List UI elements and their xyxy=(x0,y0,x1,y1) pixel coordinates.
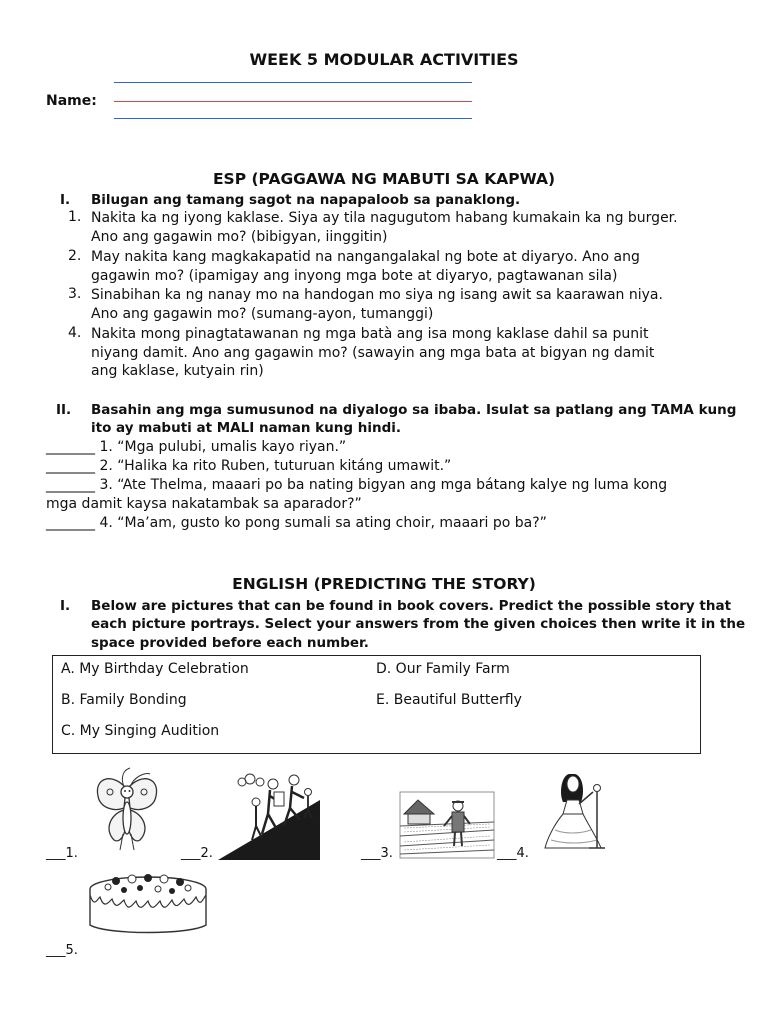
singer-girl-picture xyxy=(545,770,617,850)
dialogue-3-line1: _______ 3. “Ate Thelma, maaari po ba nating bigyan ang mga bátang kalye ng luma kong xyxy=(46,477,668,493)
esp-item-1-line1: Nakita ka ng iyong kaklase. Siya ay tila nagugutom habang kumakain ka ng burger. xyxy=(91,210,678,226)
esp-item-3-number: 3. xyxy=(68,286,82,302)
esp-item-2-line2: gagawin mo? (ipamigay ang inyong mga bote at diyaryo, pagtawanan sila) xyxy=(91,268,618,284)
butterfly-picture xyxy=(90,768,162,852)
name-line-bottom xyxy=(114,118,472,119)
family-hiking-picture xyxy=(218,770,320,860)
esp-part1-roman: I. xyxy=(60,192,71,208)
dialogue-2: _______ 2. “Halika ka rito Ruben, tuturuan kitáng umawit.” xyxy=(46,458,452,474)
english-instruction-line1: Below are pictures that can be found in book covers. Predict the possible story that xyxy=(91,598,732,614)
esp-part2-roman: II. xyxy=(56,402,72,418)
esp-item-1-line2: Ano ang gagawin mo? (bibigyan, iinggitin) xyxy=(91,229,388,245)
blank-2: ___2. xyxy=(181,846,213,861)
choice-e: E. Beautiful Butterfly xyxy=(376,692,522,708)
esp-item-2-line1: May nakita kang magkakapatid na nangangalakal ng bote at diyaryo. Ano ang xyxy=(91,249,640,265)
esp-part2-instruction-line1: Basahin ang mga sumusunod na diyalogo sa ibaba. Isulat sa patlang ang TAMA kung xyxy=(91,402,737,418)
farmer-in-field-picture xyxy=(400,792,494,858)
esp-section-title: ESP (PAGGAWA NG MABUTI SA KAPWA) xyxy=(212,170,556,188)
dialogue-4: _______ 4. “Ma’am, gusto ko pong sumali sa ating choir, maaari po ba?” xyxy=(46,515,547,531)
choice-c: C. My Singing Audition xyxy=(61,723,220,739)
birthday-cake-picture xyxy=(86,873,210,937)
choice-b: B. Family Bonding xyxy=(61,692,187,708)
esp-item-4-line3: ang kaklase, kutyain rin) xyxy=(91,363,264,379)
esp-item-1-number: 1. xyxy=(68,209,82,225)
blank-1: ___1. xyxy=(46,846,78,861)
esp-part2-instruction-line2: ito ay mabuti at MALI naman kung hindi. xyxy=(91,420,401,436)
name-line-top xyxy=(114,82,472,83)
blank-4: ___4. xyxy=(497,846,529,861)
esp-item-4-number: 4. xyxy=(68,325,82,341)
esp-item-3-line1: Sinabihan ka ng nanay mo na handogan mo siya ng isang awit sa kaarawan niya. xyxy=(91,287,663,303)
english-instruction-line3: space provided before each number. xyxy=(91,635,369,651)
english-section-title: ENGLISH (PREDICTING THE STORY) xyxy=(232,575,536,593)
choice-d: D. Our Family Farm xyxy=(376,661,510,677)
esp-item-4-line2: niyang damit. Ano ang gagawin mo? (sawayin ang mga bata at bigyan ng damit xyxy=(91,345,655,361)
choice-a: A. My Birthday Celebration xyxy=(61,661,249,677)
english-roman: I. xyxy=(60,598,71,614)
esp-item-4-line1: Nakita mong pinagtatawanan ng mga batà ang isa mong kaklase dahil sa punit xyxy=(91,326,649,342)
page-title: WEEK 5 MODULAR ACTIVITIES xyxy=(249,50,519,69)
dialogue-1: _______ 1. “Mga pulubi, umalis kayo riyan.” xyxy=(46,439,347,455)
esp-item-2-number: 2. xyxy=(68,248,82,264)
english-instruction-line2: each picture portrays. Select your answers from the given choices then write it in the xyxy=(91,616,746,632)
blank-5: ___5. xyxy=(46,943,78,958)
name-field-line[interactable] xyxy=(114,101,472,102)
name-label: Name: xyxy=(46,93,97,109)
blank-3: ___3. xyxy=(361,846,393,861)
esp-item-3-line2: Ano ang gagawin mo? (sumang-ayon, tumanggi) xyxy=(91,306,434,322)
dialogue-3-line2: mga damit kaysa nakatambak sa aparador?” xyxy=(46,496,362,512)
esp-part1-instruction: Bilugan ang tamang sagot na napapaloob sa panaklong. xyxy=(91,192,521,208)
